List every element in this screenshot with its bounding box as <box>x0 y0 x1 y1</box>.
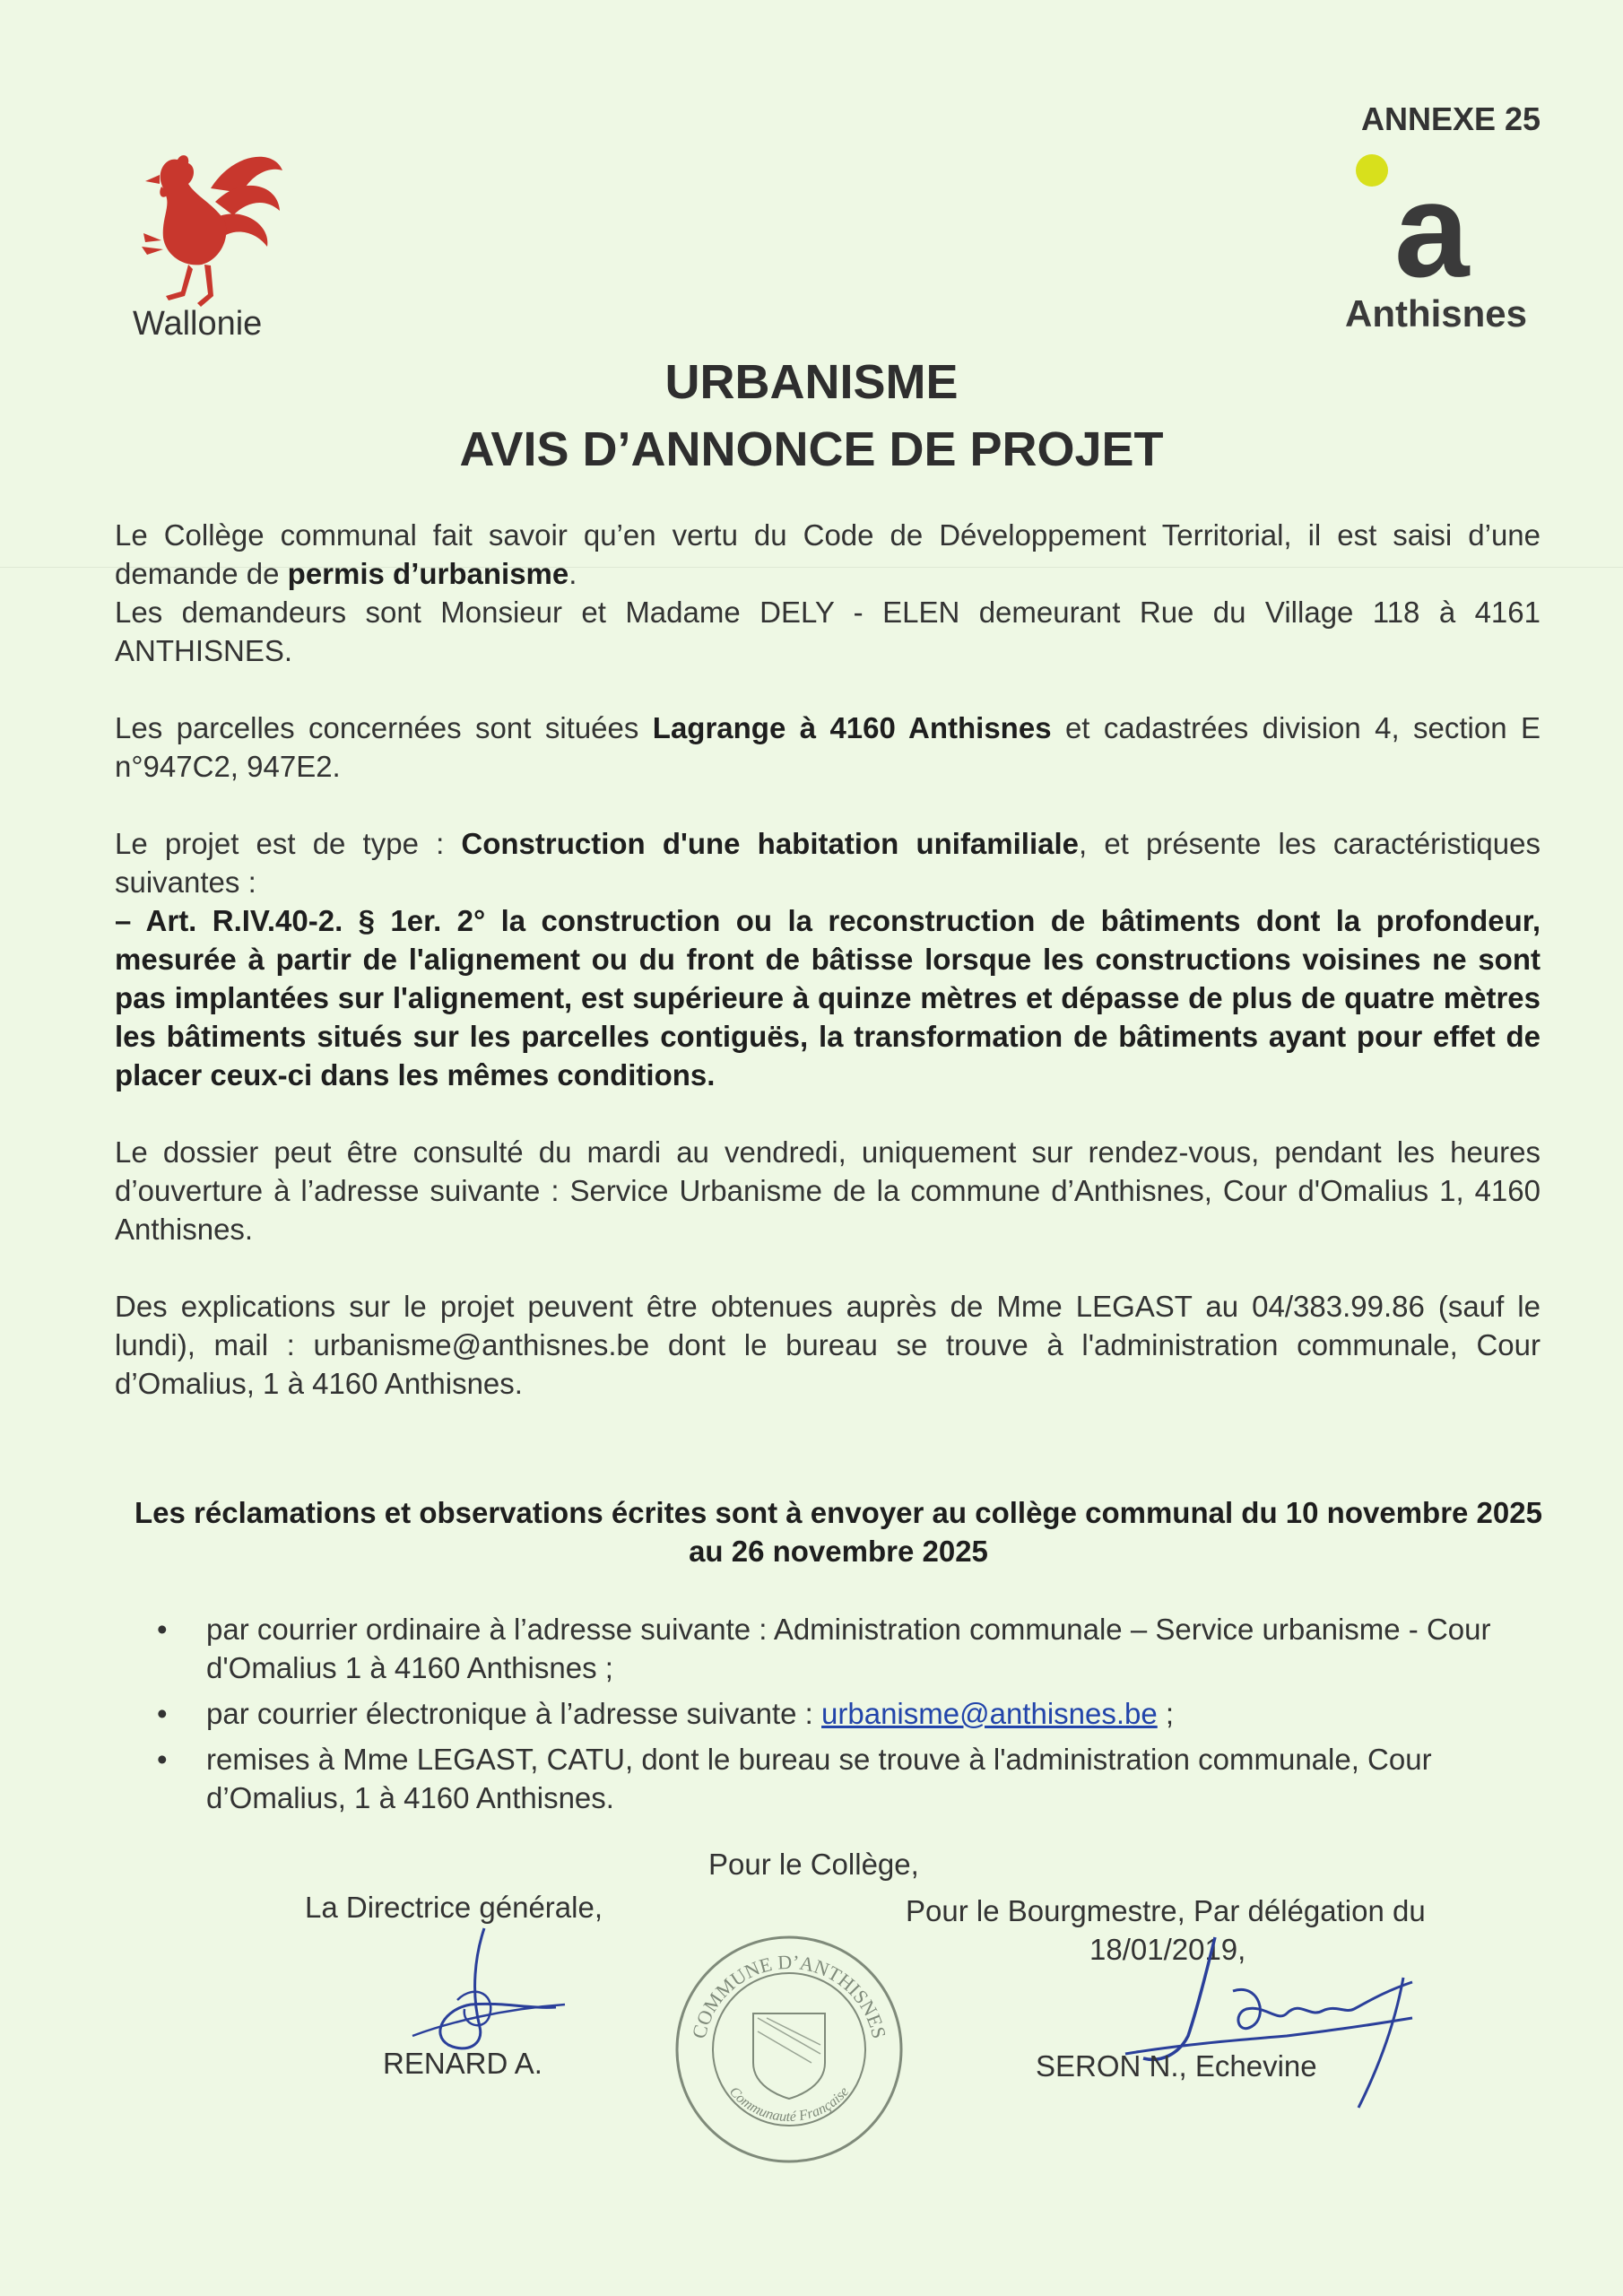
bullet-icon: • <box>157 1697 168 1730</box>
anthisnes-label: Anthisnes <box>1345 292 1528 335</box>
pour-college-label: Pour le Collège, <box>708 1848 919 1881</box>
email-link[interactable]: urbanisme@anthisnes.be <box>821 1697 1158 1730</box>
project-type-paragraph: Le projet est de type : Construction d'une habitation unifamiliale, et présente les caractéristiques suivantes : <box>115 827 1541 899</box>
page-title: URBANISME <box>664 355 959 409</box>
anthisnes-logo <box>1345 151 1488 294</box>
reclamations-notice: Les réclamations et observations écrites sont à envoyer au collège communal du 10 novembre 2025 au 26 novembre 2025 <box>135 1496 1542 1568</box>
directrice-signature <box>395 1919 574 2063</box>
echevine-signature <box>1107 1928 1439 2117</box>
list-item: • par courrier ordinaire à l’adresse suivante : Administration communale – Service urbanisme - Cour d'Omalius 1 à 4160 Anthisnes ; <box>157 1610 1542 1687</box>
signatory-seron: SERON N., Echevine <box>1036 2049 1317 2083</box>
intro-paragraph: Le Collège communal fait savoir qu’en vertu du Code de Développement Territorial, il est saisi d’une demande de permis d’urbanisme. <box>115 518 1541 590</box>
seal-bottom-text: Communauté Française <box>725 2083 853 2126</box>
notice-body <box>115 516 1541 1441</box>
list-item: • par courrier électronique à l’adresse suivante : urbanisme@anthisnes.be ; <box>157 1694 1542 1733</box>
applicants-paragraph: Les demandeurs sont Monsieur et Madame DELY - ELEN demeurant Rue du Village 118 à 4161 ANTHISNES. <box>115 596 1541 667</box>
wallonie-rooster-logo <box>126 135 287 314</box>
bullet-icon: • <box>157 1613 168 1646</box>
parcels-paragraph: Les parcelles concernées sont situées Lagrange à 4160 Anthisnes et cadastrées division 4, section E n°947C2, 947E2. <box>115 711 1541 783</box>
signatory-renard: RENARD A. <box>383 2047 542 2080</box>
bullet-icon: • <box>157 1743 168 1776</box>
page-subtitle: AVIS D’ANNONCE DE PROJET <box>459 422 1164 476</box>
delegation-date: 18/01/2019, <box>1089 1933 1246 1966</box>
yellow-dot-icon <box>1356 154 1388 187</box>
explanations-paragraph: Des explications sur le projet peuvent être obtenues auprès de Mme LEGAST au 04/383.99.86 (sauf le lundi), mail : urbanisme@anthisnes.be dont le bureau se trouve à l'administration communale, Cour d’Omalius, 1 à 4160 Anthisnes. <box>115 1290 1541 1400</box>
seal-top-text: COMMUNE D’ANTHISNES <box>687 1950 891 2041</box>
list-item: • remises à Mme LEGAST, CATU, dont le bureau se trouve à l'administration communale, Cour d’Omalius, 1 à 4160 Anthisnes. <box>157 1740 1542 1817</box>
annexe-label: ANNEXE 25 <box>1361 100 1541 137</box>
directrice-label: La Directrice générale, <box>305 1891 603 1924</box>
commune-seal <box>668 1928 910 2170</box>
submission-methods-list <box>157 1610 1542 1824</box>
anthisnes-logo-letter: a <box>1394 154 1470 294</box>
wallonie-label: Wallonie <box>133 305 263 343</box>
consultation-paragraph: Le dossier peut être consulté du mardi au vendredi, uniquement sur rendez-vous, pendant les heures d’ouverture à l’adresse suivante : Service Urbanisme de la commune d’Anthisnes, Cour d'Omalius 1, 4160 Anthisnes. <box>115 1135 1541 1246</box>
svg-text:Communauté Française <box>726 2084 852 2125</box>
article-reference: – Art. R.IV.40-2. § 1er. 2° la construction ou la reconstruction de bâtiments dont la profondeur, mesurée à partir de l'alignement ou du front de bâtisse lorsque les constructions voisines ne sont pas implantées sur l'alignement, est supérieure à quinze mètres et dépasse de plus de quatre mètres les bâtiments situés sur les parcelles contiguës, la transformation de bâtiments ayant pour effet de placer ceux-ci dans les mêmes conditions. <box>115 904 1541 1091</box>
bourgmestre-label: Pour le Bourgmestre, Par délégation du <box>906 1894 1426 1927</box>
permit-type: permis d’urbanisme <box>287 557 569 590</box>
parcel-location: Lagrange à 4160 Anthisnes <box>652 711 1052 744</box>
project-type: Construction d'une habitation unifamiliale <box>461 827 1080 860</box>
